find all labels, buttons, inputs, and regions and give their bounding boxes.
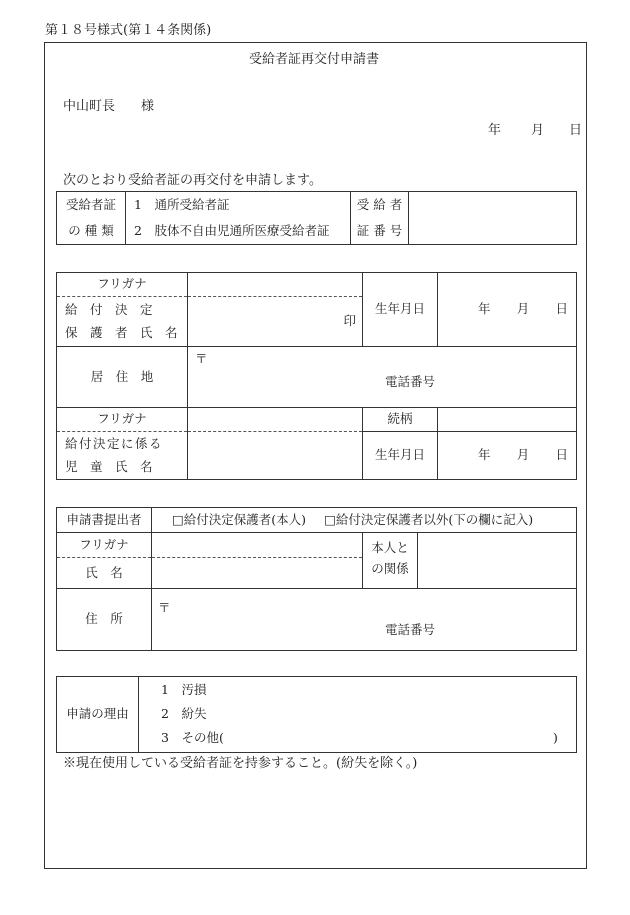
submitter-name-field[interactable] — [152, 558, 363, 589]
submitter-furigana-field[interactable] — [152, 533, 363, 558]
cert-type-label-2: の 種 類 — [57, 218, 126, 245]
child-birth-year: 年 — [478, 447, 491, 463]
submitter-option-other[interactable]: □給付決定保護者以外(下の欄に記入) — [324, 511, 534, 527]
submitter-name-label: 氏 名 — [57, 558, 152, 589]
child-name-label — [57, 432, 188, 480]
form-number: 第１８号様式(第１４条関係) — [45, 23, 212, 38]
submitter-relation-field[interactable] — [418, 533, 577, 589]
reason-close-paren: ) — [553, 730, 558, 745]
guardian-table — [56, 272, 577, 480]
reason-table — [56, 676, 577, 753]
child-birth-day: 日 — [555, 447, 568, 463]
submitter-postal-mark: 〒 — [158, 600, 171, 615]
child-furigana-label: フリガナ — [57, 408, 188, 432]
guardian-birth-field[interactable] — [438, 273, 577, 347]
submitter-table — [56, 507, 577, 651]
relation-field[interactable] — [438, 408, 577, 432]
child-birth-field[interactable] — [438, 432, 577, 480]
guardian-birth-month: 月 — [516, 301, 530, 317]
cert-number-label-2: 証 番 号 — [351, 218, 409, 245]
guardian-name-label — [57, 297, 188, 347]
child-furigana-field[interactable] — [188, 408, 363, 432]
guardian-name-label-2: 保 護 者 氏 名 — [65, 324, 178, 340]
reason-option-soiled[interactable]: 1 汚損 — [161, 682, 207, 697]
reason-option-other[interactable]: 3 その他( — [161, 730, 224, 745]
note-text: ※現在使用している受給者証を持参すること。(紛失を除く。) — [63, 756, 418, 771]
submitter-options — [152, 508, 577, 533]
seal-mark: 印 — [343, 313, 356, 328]
child-name-label-1: 給付決定に係る — [65, 436, 164, 451]
reason-options — [139, 677, 577, 753]
guardian-birth-label: 生年月日 — [363, 273, 438, 347]
reason-label: 申請の理由 — [57, 677, 139, 753]
relation-label: 続柄 — [363, 408, 438, 432]
form-title: 受給者証再交付申請書 — [249, 52, 380, 67]
guardian-phone-label: 電話番号 — [385, 374, 436, 389]
certificate-type-table — [56, 191, 577, 245]
submitter-address-field[interactable] — [152, 589, 577, 651]
cert-number-field[interactable] — [409, 192, 577, 245]
cert-option-2[interactable]: 2 肢体不自由児通所医療受給者証 — [126, 218, 351, 245]
submitter-label: 申請書提出者 — [57, 508, 152, 533]
child-birth-month: 月 — [516, 447, 530, 463]
cert-option-1[interactable]: 1 通所受給者証 — [126, 192, 351, 218]
submitter-furigana-label: フリガナ — [57, 533, 152, 558]
submitter-phone-label: 電話番号 — [385, 622, 436, 637]
guardian-furigana-label: フリガナ — [57, 273, 188, 297]
submitter-relation-label-1: 本人と — [363, 533, 418, 558]
submitter-address-label: 住 所 — [57, 589, 152, 651]
guardian-address-field[interactable] — [188, 347, 577, 408]
guardian-address-label: 居 住 地 — [57, 347, 188, 408]
guardian-postal-mark: 〒 — [195, 351, 208, 366]
guardian-birth-year: 年 — [478, 301, 491, 317]
date-month-label: 月 — [531, 123, 545, 138]
date-year-label: 年 — [488, 123, 502, 138]
addressee: 中山町長 様 — [63, 99, 155, 114]
submitter-relation-label-2: の関係 — [363, 558, 418, 589]
child-name-field[interactable] — [188, 432, 363, 480]
guardian-birth-day: 日 — [555, 301, 568, 317]
cert-type-label-1: 受給者証 — [57, 192, 126, 218]
submitter-option-self[interactable]: □給付決定保護者(本人) — [172, 511, 307, 527]
guardian-name-field[interactable] — [188, 297, 363, 347]
reason-option-lost[interactable]: 2 紛失 — [161, 706, 207, 721]
guardian-furigana-field[interactable] — [188, 273, 363, 297]
child-name-label-2: 児 童 氏 名 — [65, 458, 153, 474]
intro-text: 次のとおり受給者証の再交付を申請します。 — [63, 173, 322, 188]
date-day-label: 日 — [569, 123, 583, 138]
cert-number-label-1: 受 給 者 — [351, 192, 409, 218]
child-birth-label: 生年月日 — [363, 432, 438, 480]
guardian-name-label-1: 給 付 決 定 — [65, 302, 153, 317]
